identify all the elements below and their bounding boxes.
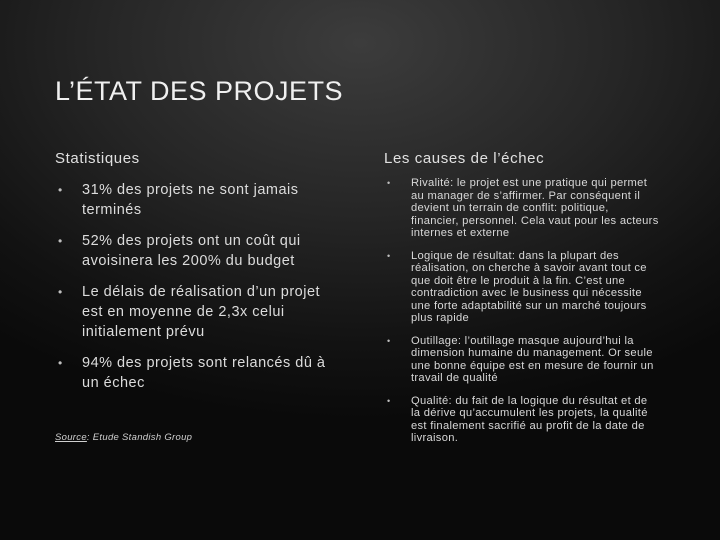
statistics-item-text: 94% des projets sont relancés dû à un échec [82, 355, 326, 391]
bullet-icon: • [387, 178, 391, 188]
source-text: : Etude Standish Group [86, 432, 193, 443]
statistics-item [55, 353, 345, 393]
statistics-heading: Statistiques [55, 150, 140, 167]
failure-cause-text: Logique de résultat: dans la plupart des réalisation, on cherche à savoir avant tout ce que doit être le produit à la fin. C’est une contradiction avec le business qui nécessite une forte adaptabilité sur un marché toujours plus rapide [411, 249, 647, 324]
slide-title: L’ÉTAT DES PROJETS [55, 76, 344, 106]
failure-cause-item [384, 250, 659, 325]
statistics-item [55, 282, 345, 342]
statistics-item-text: 52% des projets ont un coût qui avoisinera les 200% du budget [82, 233, 301, 269]
failure-cause-text: Outillage: l’outillage masque aujourd’hui la dimension humaine du management. Or seule une bonne équipe est en mesure de fournir un travail de qualité [411, 334, 654, 384]
source-citation [55, 432, 192, 443]
source-label: Source [55, 432, 87, 443]
bullet-icon: • [58, 183, 63, 197]
failure-causes-list [384, 177, 659, 455]
bullet-icon: • [58, 234, 63, 248]
statistics-item-text: Le délais de réalisation d’un projet est en moyenne de 2,3x celui initialement prévu [82, 284, 321, 340]
failure-cause-text: Qualité: du fait de la logique du résultat et de la dérive qu’accumulent les projets, la qualité est finalement sacrifié au profit de la date de livraison. [411, 394, 648, 444]
statistics-list [55, 180, 345, 404]
failure-causes-heading: Les causes de l’échec [384, 150, 545, 167]
statistics-item [55, 231, 345, 271]
bullet-icon: • [387, 335, 391, 346]
statistics-item-text: 31% des projets ne sont jamais terminés [82, 182, 299, 218]
failure-cause-item [384, 177, 659, 240]
failure-cause-item [384, 395, 659, 445]
bullet-icon: • [58, 356, 63, 370]
statistics-item [55, 180, 345, 220]
bullet-icon: • [387, 250, 391, 261]
failure-cause-item [384, 335, 659, 385]
bullet-icon: • [58, 285, 63, 299]
failure-cause-text: Rivalité: le projet est une pratique qui permet au manager de s’affirmer. Par conséquent il devient un terrain de conflit: politique, financier, personnel. Cela vaut pour les acteurs internes et externe [411, 177, 659, 239]
bullet-icon: • [387, 395, 391, 406]
